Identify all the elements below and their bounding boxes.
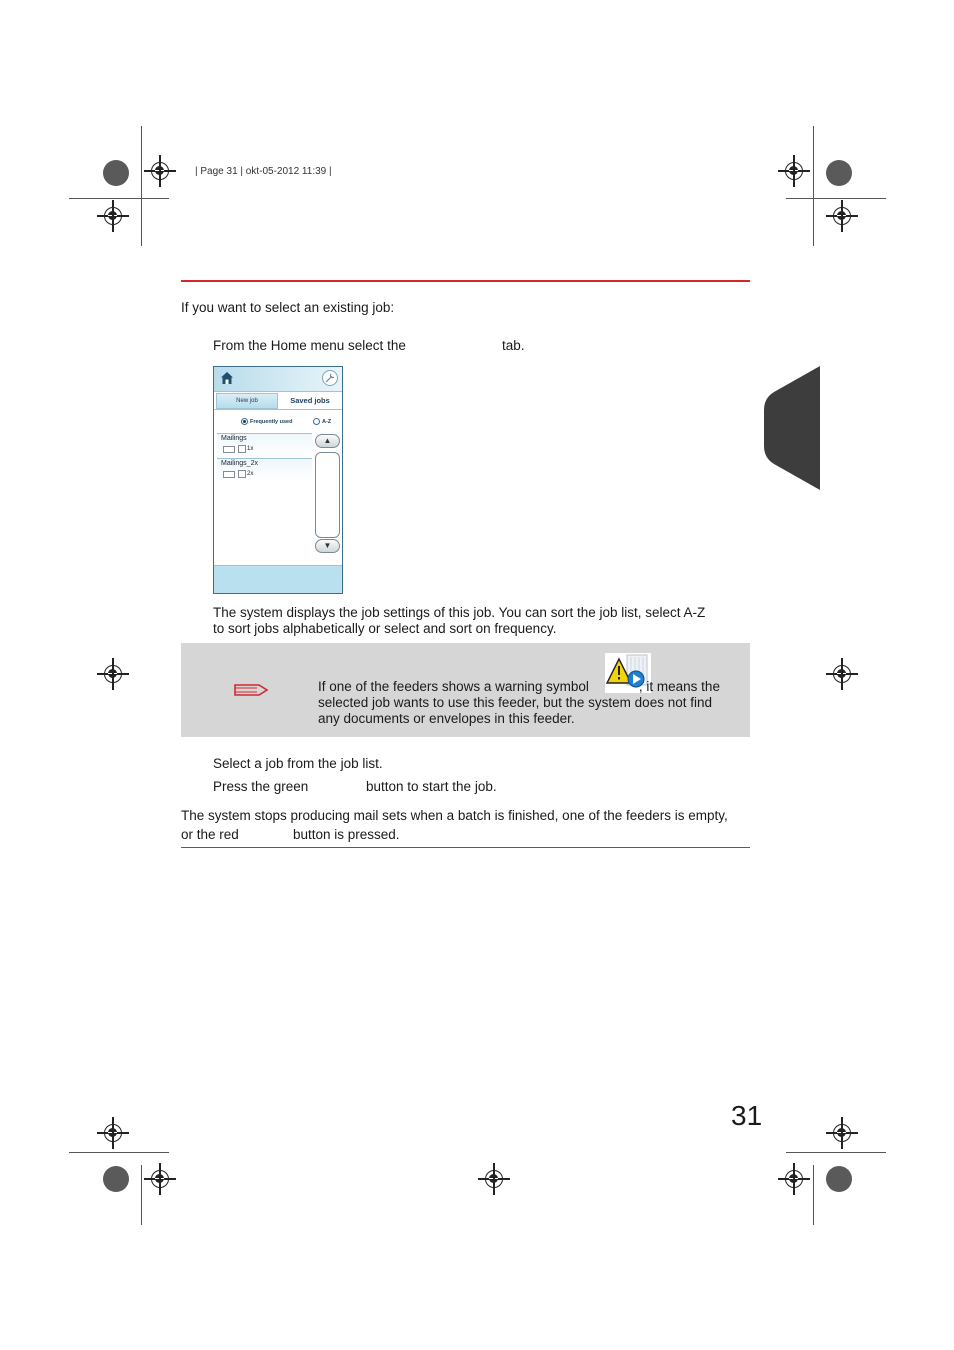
note-line-2: selected job wants to use this feeder, but the system does not find <box>318 695 712 710</box>
crop-mark <box>69 198 169 199</box>
registration-cross <box>151 162 169 180</box>
scroll-up-button[interactable]: ▲ <box>315 434 340 448</box>
job-count: 1x <box>247 446 254 452</box>
step3-text-a: Press the green <box>213 779 309 794</box>
scroll-down-button[interactable]: ▼ <box>315 539 340 553</box>
crop-mark <box>69 1152 169 1153</box>
document-icon <box>238 445 246 453</box>
envelope-icon <box>223 471 235 478</box>
registration-cross <box>104 665 122 683</box>
envelope-icon <box>223 446 235 453</box>
device-footer-bar <box>214 565 342 593</box>
crop-mark <box>813 1165 814 1225</box>
tools-icon[interactable] <box>322 370 338 386</box>
intro-text: If you want to select an existing job: <box>181 300 395 315</box>
document-icon <box>238 470 246 478</box>
home-icon[interactable] <box>220 371 234 385</box>
job-count: 2x <box>247 471 254 477</box>
tab-new-job[interactable]: New job <box>216 393 278 409</box>
device-header <box>214 367 342 392</box>
sort-frequency-option[interactable] <box>241 418 292 425</box>
crop-mark <box>786 1152 886 1153</box>
registration-cross <box>104 207 122 225</box>
page-number: 31 <box>731 1100 763 1131</box>
crop-mark <box>141 1165 142 1225</box>
description-line-1: The system displays the job settings of this job. You can sort the job list, select A-Z <box>213 605 706 620</box>
step2-text: Select a job from the job list. <box>213 756 383 771</box>
job-name: Mailings_2x <box>221 460 258 467</box>
step1-text: From the Home menu select the <box>213 338 406 353</box>
registration-cross <box>104 1124 122 1142</box>
note-line-3: any documents or envelopes in this feeder. <box>318 711 575 726</box>
radio-icon <box>313 418 320 425</box>
section-end-rule <box>181 847 750 848</box>
sort-az-option[interactable] <box>313 418 331 425</box>
job-list-item[interactable] <box>217 458 312 481</box>
registration-dot <box>103 160 129 186</box>
note-line-1: If one of the feeders shows a warning symbol <box>318 679 589 694</box>
step1-end-text: tab. <box>502 338 525 353</box>
job-name: Mailings <box>221 435 247 442</box>
sort-frequency-label: Frequently used <box>250 418 293 425</box>
sort-az-label: A-Z <box>322 418 332 425</box>
note-box <box>181 643 750 737</box>
tab-divider <box>214 409 342 410</box>
chapter-tab <box>764 366 820 490</box>
device-screen <box>213 366 343 594</box>
outro-line-1: The system stops producing mail sets when a batch is finished, one of the feeders is empty, <box>181 808 728 823</box>
crop-mark <box>141 126 142 246</box>
print-metadata: | Page 31 | okt-05-2012 11:39 | <box>195 166 332 177</box>
registration-cross <box>833 1124 851 1142</box>
registration-cross <box>785 1170 803 1188</box>
registration-cross <box>833 207 851 225</box>
registration-dot <box>103 1166 129 1192</box>
tab-saved-jobs[interactable]: Saved jobs <box>290 396 330 405</box>
radio-selected-icon <box>241 418 248 425</box>
registration-dot <box>826 160 852 186</box>
section-rule <box>181 280 750 282</box>
registration-cross <box>833 665 851 683</box>
step3-text-b: button to start the job. <box>366 779 497 794</box>
registration-dot <box>826 1166 852 1192</box>
note-text <box>318 679 743 727</box>
job-list-item[interactable] <box>217 433 312 456</box>
note-line-1-end: , it means the <box>638 679 720 694</box>
registration-cross <box>151 1170 169 1188</box>
crop-mark <box>813 126 814 246</box>
scrollbar-track[interactable] <box>315 452 340 538</box>
registration-cross <box>785 162 803 180</box>
registration-cross <box>485 1170 503 1188</box>
note-pencil-icon <box>233 683 269 697</box>
description-line-2: to sort jobs alphabetically or select and sort on frequency. <box>213 621 557 636</box>
crop-mark <box>786 198 886 199</box>
outro-line-2a: or the red <box>181 827 239 842</box>
outro-line-2b: button is pressed. <box>293 827 400 842</box>
